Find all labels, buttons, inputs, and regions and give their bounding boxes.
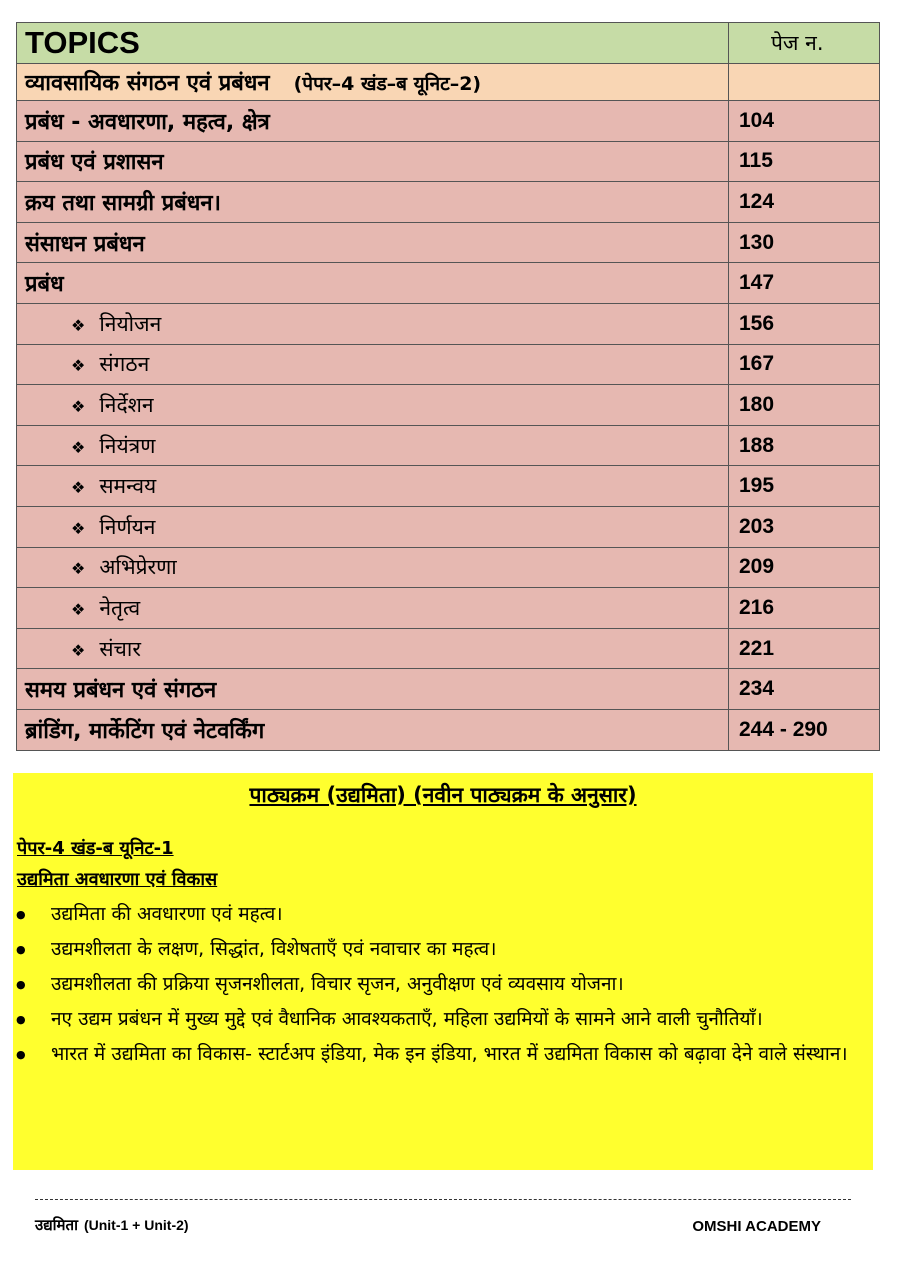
subtopic-label: संगठन	[99, 352, 150, 377]
header-page-cell	[729, 23, 880, 64]
table-row	[17, 222, 880, 263]
topic-label: प्रबंध - अवधारणा, महत्व, क्षेत्र	[25, 109, 270, 135]
header-page-no: पेज न.	[771, 31, 824, 55]
subtopic-label: अभिप्रेरणा	[99, 555, 177, 580]
table-header-row	[17, 23, 880, 64]
table-row	[17, 506, 880, 547]
table-row	[17, 466, 880, 507]
syllabus-bullet: ● भारत में उद्यमिता का विकास- स्टार्टअप इंडिया, मेक इन इंडिया, भारत में उद्यमिता विकास को बढ़ावा देने वाले संस्थान।	[13, 1037, 863, 1072]
page-cell	[729, 669, 880, 710]
page-number: 244 - 290	[739, 717, 828, 741]
table-row	[17, 709, 880, 750]
subtopic-wrap	[25, 515, 155, 539]
table-row	[17, 101, 880, 142]
topic-label: क्रय तथा सामग्री प्रबंधन।	[25, 190, 221, 216]
page-number: 195	[739, 474, 775, 498]
page-number: 147	[739, 271, 775, 295]
syllabus-paper: पेपर-4 खंड-ब यूनिट-1	[17, 838, 174, 859]
topic-cell	[17, 506, 729, 547]
syllabus-bullet-list	[13, 897, 863, 1072]
subtopic-wrap	[25, 474, 156, 498]
table-row	[17, 344, 880, 385]
subtopic-label: निर्देशन	[99, 392, 154, 417]
footer-academy: OMSHI ACADEMY	[692, 1218, 821, 1235]
section-page-cell	[729, 64, 880, 101]
topic-cell	[17, 344, 729, 385]
syllabus-bullet: ● उद्यमशीलता की प्रक्रिया सृजनशीलता, विचार सृजन, अनुवीक्षण एवं व्यवसाय योजना।	[13, 967, 863, 1002]
page-number: 180	[739, 392, 775, 416]
page-number: 203	[739, 514, 775, 538]
subtopic-wrap	[25, 434, 155, 458]
page-number: 167	[739, 352, 775, 376]
syllabus-bullet: ● उद्यमिता की अवधारणा एवं महत्व।	[13, 897, 863, 932]
table-row	[17, 588, 880, 629]
topic-label: समय प्रबंधन एवं संगठन	[25, 678, 217, 704]
page-cell	[729, 385, 880, 426]
diamond-bullet-icon: ❖	[71, 315, 86, 335]
topic-cell	[17, 547, 729, 588]
topic-cell	[17, 222, 729, 263]
page-number: 234	[739, 677, 775, 701]
page-number: 221	[739, 636, 775, 660]
topic-label: प्रबंध एवं प्रशासन	[25, 150, 164, 176]
page-cell	[729, 344, 880, 385]
subtopic-wrap	[25, 637, 141, 661]
topic-label: ब्रांडिंग, मार्केटिंग एवं नेटवर्किंग	[25, 718, 265, 744]
section-subtitle: (पेपर–4 खंड–ब यूनिट–2)	[293, 73, 482, 95]
subtopic-label: निर्णयन	[99, 514, 156, 539]
diamond-bullet-icon: ❖	[71, 640, 86, 660]
topic-cell	[17, 101, 729, 142]
table-row	[17, 263, 880, 304]
diamond-bullet-icon: ❖	[71, 437, 86, 457]
page-number: 130	[739, 230, 775, 254]
subtopic-wrap	[25, 312, 161, 336]
page-number: 115	[739, 149, 773, 173]
page-cell	[729, 303, 880, 344]
page-number: 156	[739, 311, 775, 335]
header-topics-cell	[17, 23, 729, 64]
page-cell	[729, 628, 880, 669]
topic-cell	[17, 709, 729, 750]
subtopic-wrap	[25, 352, 149, 376]
syllabus-heading: उद्यमिता अवधारणा एवं विकास	[17, 869, 218, 890]
subtopic-label: समन्वय	[99, 474, 157, 499]
page-number: 104	[739, 108, 775, 132]
table-row	[17, 628, 880, 669]
page-cell	[729, 425, 880, 466]
subtopic-wrap	[25, 393, 154, 417]
diamond-bullet-icon: ❖	[71, 396, 86, 416]
topic-cell	[17, 385, 729, 426]
page-number: 216	[739, 595, 775, 619]
page-cell	[729, 547, 880, 588]
table-row	[17, 669, 880, 710]
page-cell	[729, 709, 880, 750]
topics-table	[16, 22, 880, 751]
table-row	[17, 303, 880, 344]
diamond-bullet-icon: ❖	[71, 599, 86, 619]
diamond-bullet-icon: ❖	[71, 518, 86, 538]
page-cell	[729, 222, 880, 263]
subtopic-wrap	[25, 555, 177, 579]
page-cell	[729, 101, 880, 142]
topic-cell	[17, 425, 729, 466]
diamond-bullet-icon: ❖	[71, 478, 86, 498]
header-topics: TOPICS	[25, 25, 140, 60]
syllabus-bullet: ● उद्यमशीलता के लक्षण, सिद्धांत, विशेषताएँ एवं नवाचार का महत्व।	[13, 932, 863, 967]
topic-cell	[17, 588, 729, 629]
section-row	[17, 64, 880, 101]
page-number: 209	[739, 555, 775, 579]
footer-left	[35, 1215, 189, 1235]
table-row	[17, 547, 880, 588]
table-row	[17, 182, 880, 223]
topic-cell	[17, 303, 729, 344]
subtopic-label: नेतृत्व	[99, 595, 141, 620]
syllabus-bullet: ● नए उद्यम प्रबंधन में मुख्य मुद्दे एवं वैधानिक आवश्यकताएँ, महिला उद्यमियों के सामने आने वाली चुनौतियाँ।	[13, 1002, 863, 1037]
page-number: 188	[739, 433, 775, 457]
table-row	[17, 141, 880, 182]
topic-cell	[17, 669, 729, 710]
syllabus-title: पाठ्यक्रम (उद्यमिता) (नवीन पाठ्यक्रम के अनुसार)	[249, 783, 637, 807]
footer-subject: उद्यमिता	[35, 1216, 78, 1234]
subtopic-label: नियोजन	[99, 311, 162, 336]
topic-cell	[17, 263, 729, 304]
table-row	[17, 425, 880, 466]
footer-unit: (Unit-1 + Unit-2)	[83, 1217, 189, 1233]
subtopic-label: संचार	[99, 636, 141, 661]
syllabus-box	[13, 773, 873, 1170]
topic-cell	[17, 628, 729, 669]
footer-divider	[35, 1199, 851, 1200]
subtopic-label: नियंत्रण	[99, 433, 156, 458]
topic-cell	[17, 182, 729, 223]
page-cell	[729, 506, 880, 547]
topic-cell	[17, 141, 729, 182]
section-title: व्यावसायिक संगठन एवं प्रबंधन	[25, 71, 270, 96]
page-cell	[729, 263, 880, 304]
page-cell	[729, 141, 880, 182]
page-number: 124	[739, 189, 775, 213]
page-cell	[729, 182, 880, 223]
subtopic-wrap	[25, 596, 140, 620]
diamond-bullet-icon: ❖	[71, 559, 86, 579]
page-cell	[729, 466, 880, 507]
topic-label: संसाधन प्रबंधन	[25, 231, 145, 257]
page-cell	[729, 588, 880, 629]
diamond-bullet-icon: ❖	[71, 356, 86, 376]
topic-cell	[17, 466, 729, 507]
topic-label: प्रबंध	[25, 272, 64, 298]
table-row	[17, 385, 880, 426]
section-title-cell	[17, 64, 729, 101]
